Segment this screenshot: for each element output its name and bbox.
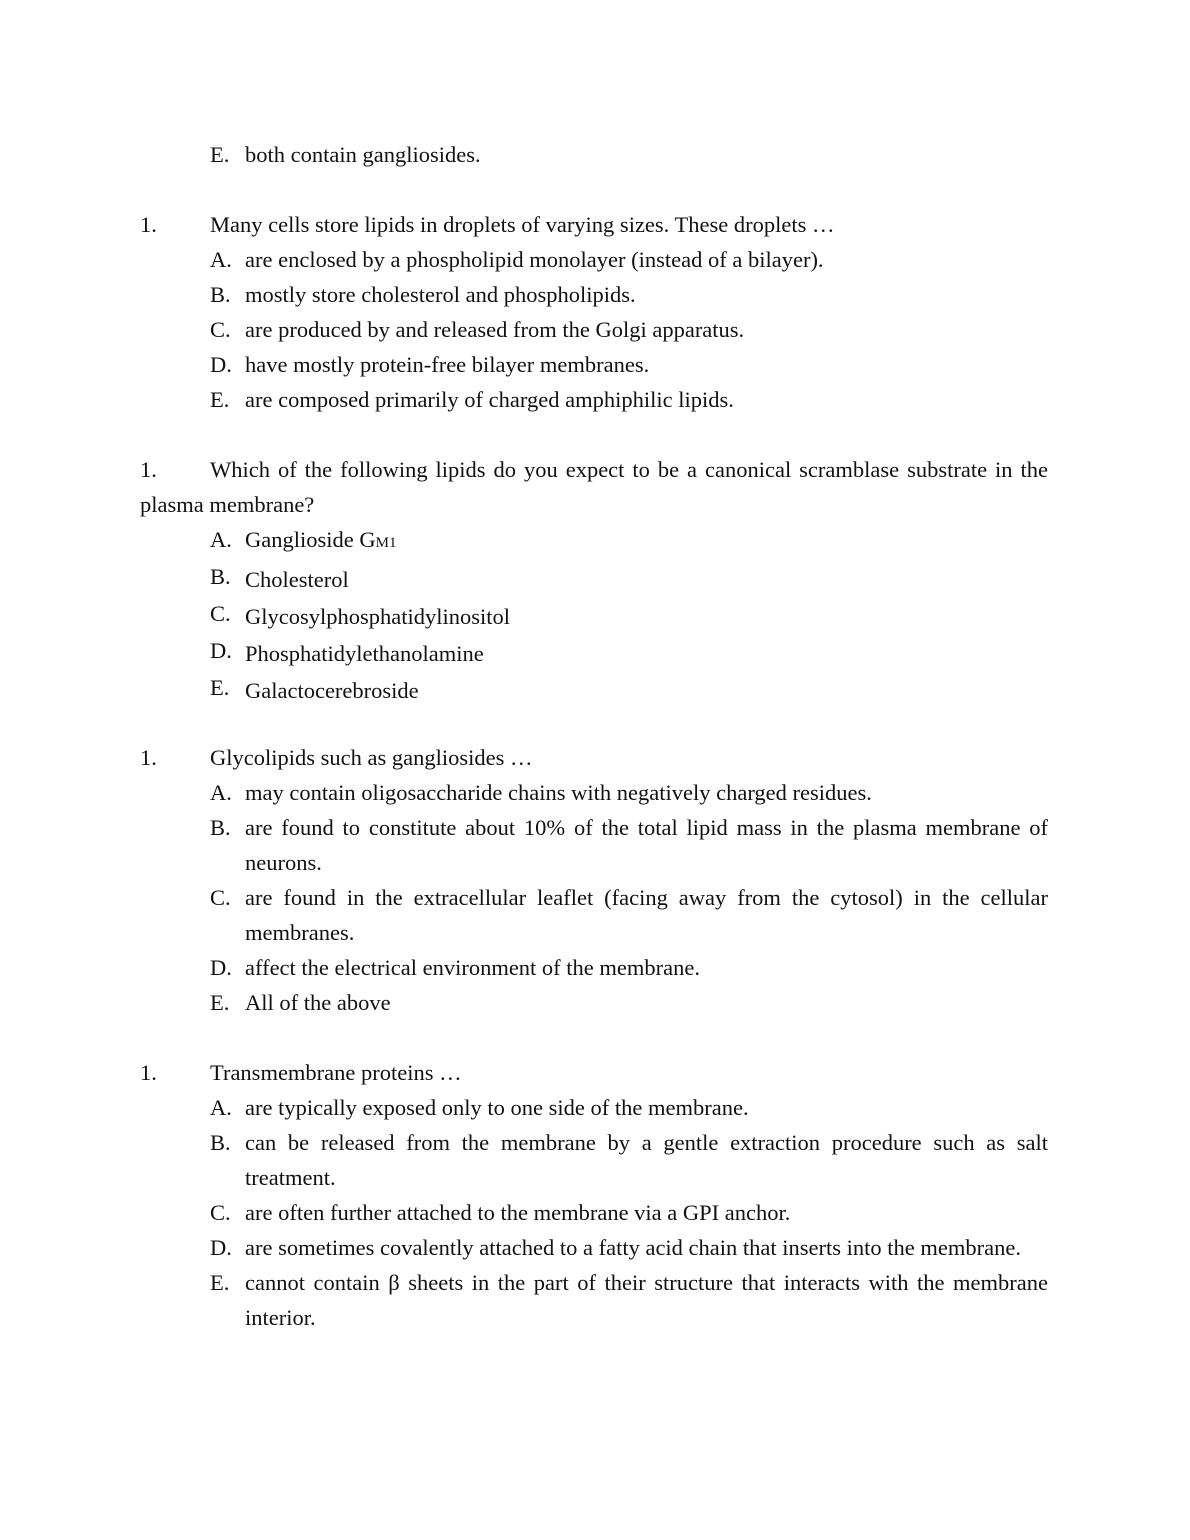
option-letter: A. [210,1095,232,1120]
option-text: affect the electrical environment of the membrane. [245,955,700,980]
option-text: have mostly protein-free bilayer membranes. [245,352,650,377]
option-text: are produced by and released from the Golgi apparatus. [245,317,745,342]
option-text: Phosphatidylethanolamine [245,641,484,666]
option-text: both contain gangliosides. [245,142,481,167]
option-text: Glycosylphosphatidylinositol [245,604,511,629]
option-letter: E. [210,387,230,412]
option-row [140,775,1048,810]
question-lipid-droplets [140,207,1048,417]
option-text-line-2: membranes. [245,920,355,945]
option-row [140,347,1048,382]
option-letter: A. [210,247,232,272]
option-letter: B. [210,1130,231,1155]
option-row [140,635,1048,672]
option-letter: D. [210,1235,232,1260]
option-text [245,522,1048,561]
option-row [140,137,1048,172]
option-text: are often further attached to the membrane via a GPI anchor. [245,1200,791,1225]
option-text-main: Ganglioside G [245,527,376,552]
option-letter: E. [210,990,230,1015]
option-text: All of the above [245,990,391,1015]
question-number: 1. [140,1060,157,1085]
option-row [140,1090,1048,1125]
question-number: 1. [140,745,157,770]
option-letter: E. [210,675,230,700]
question-stem-line-1: Which of the following lipids do you expect to be a canonical scramblase substrate in the [210,457,1048,482]
option-text [245,880,1048,950]
question-stem-line-2: plasma membrane? [140,492,315,517]
option-row [140,1195,1048,1230]
option-letter: C. [210,317,231,342]
option-text: are enclosed by a phospholipid monolayer (instead of a bilayer). [245,247,824,272]
option-row [140,277,1048,312]
option-text-line-1: are found in the extracellular leaflet (facing away from the cytosol) in the cellular [245,885,1048,910]
option-letter: A. [210,527,232,552]
question-stem-row [140,1055,1048,1090]
option-text: are typically exposed only to one side of the membrane. [245,1095,749,1120]
question-stem-row [140,207,1048,242]
option-letter: B. [210,815,231,840]
option-text-line-1: are found to constitute about 10% of the total lipid mass in the plasma membrane of [245,815,1048,840]
option-letter: C. [210,1200,231,1225]
option-row [140,950,1048,985]
question-transmembrane-proteins [140,1055,1048,1335]
question-stem: Glycolipids such as gangliosides … [210,745,533,770]
option-row [140,522,1048,561]
option-letter: C. [210,601,231,626]
question-stem-row [140,452,1048,487]
option-text: are sometimes covalently attached to a fatty acid chain that inserts into the membrane. [245,1235,1021,1260]
option-text: may contain oligosaccharide chains with negatively charged residues. [245,780,872,805]
option-row [140,561,1048,598]
question-number: 1. [140,212,157,237]
option-text: mostly store cholesterol and phospholipids. [245,282,636,307]
option-text-line-2: interior. [245,1305,316,1330]
option-letter: B. [210,564,231,589]
option-row [140,985,1048,1020]
question-number: 1. [140,457,157,482]
question-glycolipids [140,740,1048,1020]
option-row [140,810,1048,880]
question-stem-row [140,740,1048,775]
option-row [140,312,1048,347]
option-row [140,880,1048,950]
option-row [140,1125,1048,1195]
question-stem: Many cells store lipids in droplets of varying sizes. These droplets … [210,212,835,237]
option-letter: E. [210,142,230,167]
option-letter: D. [210,638,232,663]
option-letter: E. [210,1270,230,1295]
option-text-line-1: can be released from the membrane by a gentle extraction procedure such as salt [245,1130,1048,1155]
option-text-line-2: treatment. [245,1165,336,1190]
option-letter: A. [210,780,232,805]
option-text: are composed primarily of charged amphiphilic lipids. [245,387,734,412]
option-text [245,1265,1048,1335]
option-letter: D. [210,955,232,980]
option-subscript: M1 [375,535,397,551]
option-text: Galactocerebroside [245,678,419,703]
option-text [245,810,1048,880]
intro-option [140,137,1048,172]
option-row [140,1230,1048,1265]
option-row [140,242,1048,277]
option-text-line-1: cannot contain β sheets in the part of their structure that interacts with the membrane [245,1270,1048,1295]
option-text-line-2: neurons. [245,850,322,875]
option-row [140,1265,1048,1335]
option-letter: C. [210,885,231,910]
question-stem: Transmembrane proteins … [210,1060,462,1085]
question-scramblase [140,452,1048,709]
option-letter: B. [210,282,231,307]
option-row [140,382,1048,417]
option-row [140,598,1048,635]
option-letter: D. [210,352,232,377]
option-row [140,672,1048,709]
option-text: Cholesterol [245,567,349,592]
option-text [245,1125,1048,1195]
